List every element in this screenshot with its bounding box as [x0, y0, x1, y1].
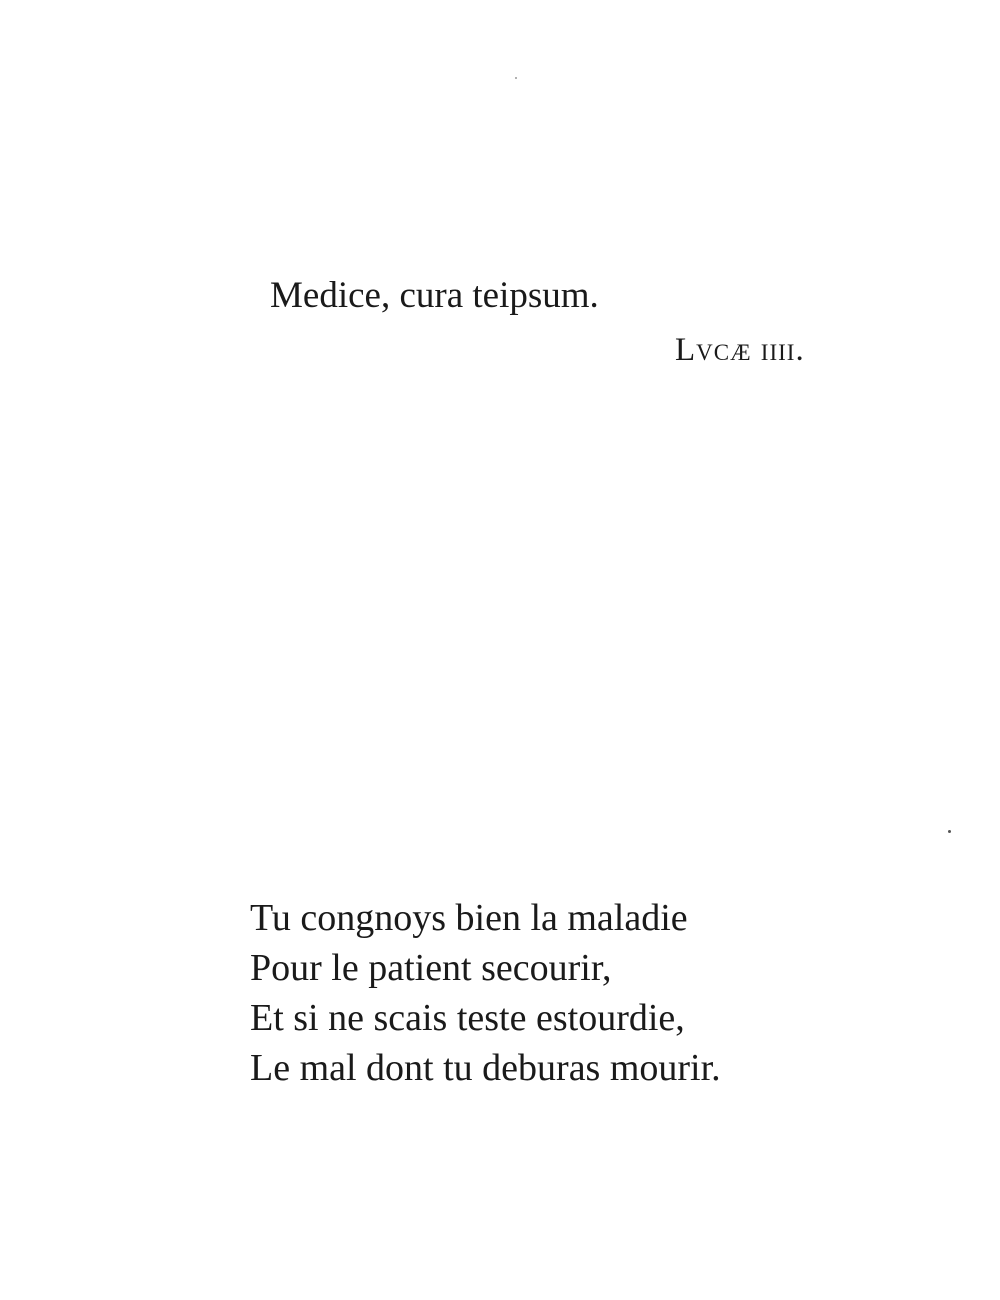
verse-line: Tu congnoys bien la maladie [250, 897, 688, 939]
ink-speck [515, 77, 517, 79]
epigraph-citation: Lvcæ iiii. [675, 332, 805, 368]
ink-speck [948, 830, 951, 833]
verse-line: Et si ne scais teste estourdie, [250, 997, 685, 1039]
verse-line: Le mal dont tu deburas mourir. [250, 1047, 721, 1089]
verse-stanza [250, 893, 890, 1093]
epigraph-text: Medice, cura teipsum. [270, 275, 599, 316]
verse-line: Pour le patient secourir, [250, 947, 612, 989]
